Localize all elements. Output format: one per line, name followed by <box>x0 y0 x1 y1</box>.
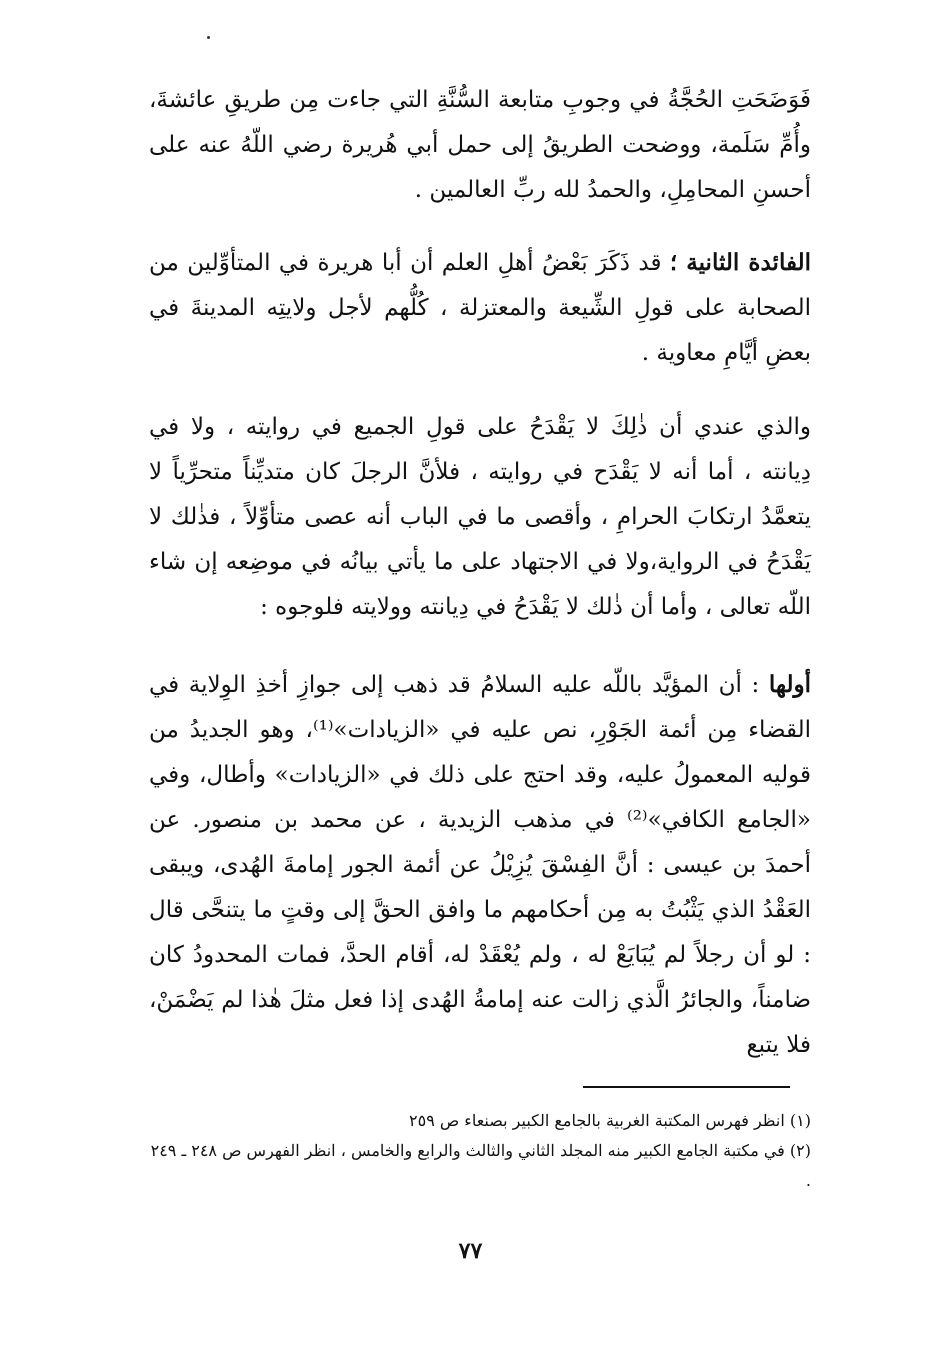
paragraph-block-4 <box>149 662 811 1068</box>
paragraph-text: فَوَضَحَتِ الحُجَّةُ في وجوبِ متابعة السُّنَّةِ التي جاءت مِن طريقِ عائشةَ، وأُمِّ سَلَمة، ووضحت الطريقُ إلى حمل أبي هُريرة رضي اللّهُ عنه على أحسنِ المحامِلِ، والحمدُ لله ربِّ العالمين . <box>149 87 811 203</box>
paragraph-lead: الفائدة الثانية ؛ <box>669 249 811 276</box>
footnote-2: (٢) في مكتبة الجامع الكبير منه المجلد الثاني والثالث والرابع والخامس ، انظر الفهرس ص ٢٤٨ ـ ٢٤٩ . <box>150 1141 811 1190</box>
page-mark <box>207 36 210 39</box>
paragraph <box>149 662 811 1068</box>
paragraph-block-2 <box>149 240 811 376</box>
footnote-1: (١) انظر فهرس المكتبة الغربية بالجامع الكبير بصنعاء ص ٢٥٩ <box>409 1111 811 1130</box>
paragraph-block-1 <box>149 78 811 213</box>
footnotes <box>149 1106 811 1196</box>
paragraph-text: والذي عندي أن ذٰلِكَ لا يَقْدَحُ على قولِ الجميع في روايته ، ولا في دِيانته ، أما أنه لا يَقْدَح في روايته ، فلأنَّ الرجلَ كان متديِّناً متحرِّياً لا يتعمَّدُ ارتكابَ الحرامِ ، وأقصى ما في الباب أنه عصى متأوِّلاً ، فذٰلك لا يَقْدَحُ في الرواية،ولا في الاجتهاد على ما يأتي بيانُه في موضِعه إن شاء اللّه تعالى ، وأما أن ذٰلك لا يَقْدَحُ في دِيانته وولايته فلوجوه : <box>149 414 811 620</box>
paragraph <box>149 405 811 630</box>
paragraph-lead: أولها <box>768 671 811 698</box>
paragraph-block-3 <box>149 405 811 630</box>
paragraph-text: قد ذَكَرَ بَعْضُ أهلِ العلم أن أبا هريرة في المتأوِّلين من الصحابة على قولِ الشِّيعة والمعتزلة ، كُلُّهم لأجل ولايتِه المدينةَ في بعضِ أيَّامِ معاوية . <box>149 250 811 366</box>
footnote-divider <box>583 1086 790 1088</box>
paragraph-text: : أن المؤيَّد باللّه عليه السلامُ قد ذهب إلى جوازِ أخذِ الوِلاية في القضاء مِن أئمة الجَوْرِ، نص عليه في «الزيادات»⁽¹⁾، وهو الجديدُ من قوليه المعمولُ عليه، وقد احتج على ذلك في «الزيادات» وأطال، وفي «الجامع الكافي»⁽²⁾ في مذهب الزيدية ، عن محمد بن منصور. عن أحمدَ بن عيسى : أنَّ الفِسْقَ يُزِيْلُ عن أئمة الجور إمامةَ الهُدى، ويبقى العَقْدُ الذي يَثْبُتُ به مِن أحكامهم ما وافق الحقَّ إلى وقتٍ ما يتنحَّى قال : لو أن رجلاً لم يُبَايَعْ له ، ولم يُعْقَدْ له، أقام الحدَّ، فمات المحدودُ كان ضامناً، والجائرُ الَّذي زالت عنه إمامةُ الهُدى إذا فعل مثلَ هٰذا لم يَضْمَنْ، فلا يتبع <box>149 672 811 1058</box>
paragraph <box>149 240 811 376</box>
page-number: ٧٧ <box>458 1238 483 1264</box>
paragraph <box>149 78 811 213</box>
